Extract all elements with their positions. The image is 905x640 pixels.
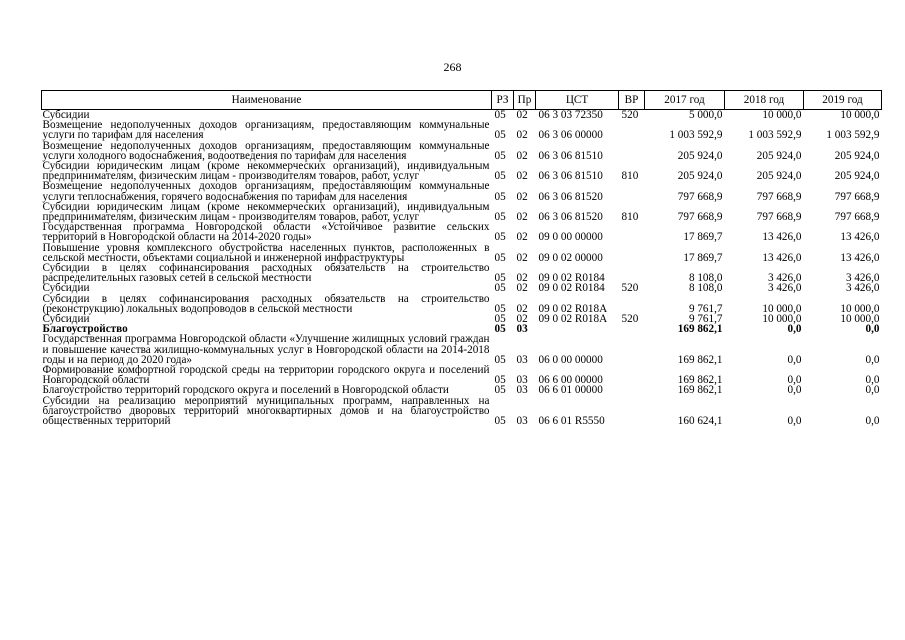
table-row bbox=[42, 141, 882, 161]
cell-2017: 17 869,7 bbox=[683, 231, 723, 244]
cell-2019: 10 000,0 bbox=[840, 302, 880, 315]
cell-pr: 03 bbox=[516, 374, 528, 387]
table-row bbox=[42, 334, 882, 365]
table-row bbox=[42, 243, 882, 263]
cell-cst: 06 6 01 R5550 bbox=[538, 415, 605, 428]
cell-cst: 09 0 02 00000 bbox=[538, 251, 603, 264]
cell-name: Возмещение недополученных доходов организациям, предоставляющим коммунальные услуги по тарифам для населения bbox=[42, 119, 490, 142]
cell-2018: 10 000,0 bbox=[762, 313, 802, 326]
cell-2017: 8 108,0 bbox=[688, 272, 723, 285]
cell-rz: 05 bbox=[494, 272, 506, 285]
cell-cst: 06 6 01 00000 bbox=[538, 384, 603, 397]
cell-2019: 3 426,0 bbox=[845, 282, 880, 295]
cell-2018: 10 000,0 bbox=[762, 302, 802, 315]
cell-2017: 1 003 592,9 bbox=[669, 129, 723, 142]
cell-2019: 0,0 bbox=[865, 323, 880, 336]
cell-vr bbox=[619, 324, 645, 334]
cell-vr bbox=[619, 120, 645, 140]
cell-name: Благоустройство территорий городского округа и поселений в Новгородской области bbox=[42, 384, 449, 397]
cell-name: Субсидии bbox=[42, 282, 90, 295]
table-body bbox=[42, 110, 882, 427]
cell-2018: 0,0 bbox=[787, 323, 802, 336]
cell-vr bbox=[619, 141, 645, 161]
cell-name: Повышение уровня комплексного обустройства населенных пунктов, расположенных в сельской местности, объектами социальной и инженерной инфраструктуры bbox=[42, 241, 490, 264]
cell-2018: 0,0 bbox=[787, 353, 802, 366]
cell-name: Государственная программа Новгородской области «Улучшение жилищных условий граждан и повышение качества жилищно-коммунальных услуг в Новгородской области на 2014-2018 годы и на период до 2020 года» bbox=[42, 333, 490, 366]
cell-vr bbox=[619, 396, 645, 427]
cell-vr bbox=[619, 365, 645, 385]
cell-cst: 06 3 06 81510 bbox=[538, 149, 603, 162]
cell-pr: 02 bbox=[516, 190, 528, 203]
cell-vr bbox=[619, 222, 645, 242]
cell-2019: 10 000,0 bbox=[840, 109, 880, 121]
cell-rz: 05 bbox=[494, 211, 506, 224]
cell-rz: 05 bbox=[494, 353, 506, 366]
cell-2017: 797 668,9 bbox=[677, 190, 723, 203]
cell-cst bbox=[536, 324, 619, 334]
cell-rz: 05 bbox=[494, 129, 506, 142]
cell-name: Субсидии в целях софинансирования расходных обязательств на строительство (реконструкцию) локальных водопроводов в сельской местности bbox=[42, 292, 490, 315]
cell-2018: 3 426,0 bbox=[767, 272, 802, 285]
cell-name: Формирование комфортной городской среды на территории городского округа и поселений Новгородской области bbox=[42, 364, 490, 387]
cell-rz: 05 bbox=[494, 313, 506, 326]
cell-name: Государственная программа Новгородской области «Устойчивое развитие сельских территорий в Новгородской области на 2014-2020 годы» bbox=[42, 221, 490, 244]
cell-2018: 797 668,9 bbox=[756, 211, 802, 224]
cell-name: Возмещение недополученных доходов организациям, предоставляющим коммунальные услуги холодного водоснабжения, водоотведения по тарифам для населения bbox=[42, 139, 490, 162]
cell-rz: 05 bbox=[494, 384, 506, 397]
cell-2018: 3 426,0 bbox=[767, 282, 802, 295]
page-number: 268 bbox=[443, 60, 462, 74]
cell-2019: 797 668,9 bbox=[834, 190, 880, 203]
cell-2018: 0,0 bbox=[787, 374, 802, 387]
cell-cst: 06 3 03 72350 bbox=[538, 109, 603, 121]
cell-rz: 05 bbox=[494, 149, 506, 162]
cell-vr bbox=[619, 385, 645, 395]
cell-pr: 02 bbox=[516, 251, 528, 264]
cell-pr: 02 bbox=[516, 282, 528, 295]
cell-vr bbox=[619, 334, 645, 365]
column-header-rz: РЗ bbox=[492, 91, 514, 110]
table-row bbox=[42, 314, 882, 324]
table-row bbox=[42, 120, 882, 140]
cell-pr: 03 bbox=[516, 415, 528, 428]
cell-name: Субсидии bbox=[42, 313, 90, 326]
cell-2017: 9 761,7 bbox=[688, 302, 723, 315]
cell-cst: 06 3 06 81520 bbox=[538, 190, 603, 203]
cell-rz: 05 bbox=[494, 190, 506, 203]
cell-vr: 520 bbox=[621, 313, 639, 326]
table-row bbox=[42, 263, 882, 283]
header-row bbox=[42, 91, 882, 110]
cell-cst: 09 0 02 R0184 bbox=[538, 272, 605, 285]
cell-rz: 05 bbox=[494, 374, 506, 387]
column-header-pr: Пр bbox=[514, 91, 536, 110]
cell-2017: 205 924,0 bbox=[677, 149, 723, 162]
cell-cst: 06 3 06 81510 bbox=[538, 170, 603, 183]
table-row bbox=[42, 161, 882, 181]
budget-table bbox=[41, 90, 882, 426]
cell-2017: 169 862,1 bbox=[677, 323, 723, 336]
cell-2017: 205 924,0 bbox=[677, 170, 723, 183]
cell-2018: 205 924,0 bbox=[756, 149, 802, 162]
table-row bbox=[42, 202, 882, 222]
cell-pr: 02 bbox=[516, 109, 528, 121]
column-header-vr: ВР bbox=[619, 91, 645, 110]
cell-cst: 06 0 00 00000 bbox=[538, 353, 603, 366]
cell-name: Благоустройство bbox=[42, 323, 128, 336]
cell-cst: 06 3 06 81520 bbox=[538, 211, 603, 224]
cell-vr bbox=[619, 243, 645, 263]
cell-name: Субсидии юридическим лицам (кроме некоммерческих организаций), индивидуальным предпринимателям, физическим лицам - производителям товаров, работ, услуг bbox=[42, 200, 490, 224]
cell-2019: 13 426,0 bbox=[840, 231, 880, 244]
column-header-2017: 2017 год bbox=[645, 91, 725, 110]
cell-2019: 205 924,0 bbox=[834, 149, 880, 162]
cell-2019: 13 426,0 bbox=[840, 251, 880, 264]
cell-2019: 3 426,0 bbox=[845, 272, 880, 285]
cell-pr: 03 bbox=[516, 384, 528, 397]
cell-rz: 05 bbox=[494, 251, 506, 264]
cell-vr: 810 bbox=[621, 211, 639, 224]
cell-cst: 06 3 06 00000 bbox=[538, 129, 603, 142]
cell-rz: 05 bbox=[494, 170, 506, 183]
cell-2017: 5 000,0 bbox=[688, 109, 723, 121]
cell-2019: 0,0 bbox=[865, 384, 880, 397]
table-row bbox=[42, 396, 882, 427]
cell-rz: 05 bbox=[494, 231, 506, 244]
cell-2018: 797 668,9 bbox=[756, 190, 802, 203]
cell-2018: 1 003 592,9 bbox=[748, 129, 802, 142]
cell-name: Субсидии bbox=[42, 109, 90, 121]
cell-2018: 205 924,0 bbox=[756, 170, 802, 183]
cell-2018: 13 426,0 bbox=[762, 251, 802, 264]
cell-2019: 0,0 bbox=[865, 415, 880, 428]
column-header-2019: 2019 год bbox=[804, 91, 882, 110]
cell-2018: 0,0 bbox=[787, 415, 802, 428]
cell-2017: 169 862,1 bbox=[677, 384, 723, 397]
cell-2017: 17 869,7 bbox=[683, 251, 723, 264]
cell-2017: 8 108,0 bbox=[688, 282, 723, 295]
column-header-cst: ЦСТ bbox=[536, 91, 619, 110]
table-row bbox=[42, 294, 882, 314]
cell-pr: 02 bbox=[516, 211, 528, 224]
cell-pr: 02 bbox=[516, 302, 528, 315]
cell-pr: 03 bbox=[516, 353, 528, 366]
cell-rz: 05 bbox=[494, 282, 506, 295]
cell-2019: 797 668,9 bbox=[834, 211, 880, 224]
cell-name: Возмещение недополученных доходов организациям, предоставляющим коммунальные услуги теплоснабжения, горячего водоснабжения по тарифам для населения bbox=[42, 180, 490, 203]
cell-pr: 02 bbox=[516, 272, 528, 285]
cell-2018: 13 426,0 bbox=[762, 231, 802, 244]
cell-pr: 03 bbox=[516, 323, 528, 336]
cell-pr: 02 bbox=[516, 170, 528, 183]
cell-pr: 02 bbox=[516, 149, 528, 162]
cell-rz: 05 bbox=[494, 302, 506, 315]
cell-pr: 02 bbox=[516, 129, 528, 142]
cell-cst: 09 0 02 R018A bbox=[538, 313, 608, 326]
cell-2019: 205 924,0 bbox=[834, 170, 880, 183]
cell-2019: 10 000,0 bbox=[840, 313, 880, 326]
cell-vr: 810 bbox=[621, 170, 639, 183]
cell-name: Субсидии в целях софинансирования расходных обязательств на строительство распределительных газовых сетей в сельской местности bbox=[42, 262, 490, 285]
cell-2018: 10 000,0 bbox=[762, 109, 802, 121]
cell-2019: 1 003 592,9 bbox=[826, 129, 880, 142]
cell-2017: 160 624,1 bbox=[677, 415, 723, 428]
cell-cst: 09 0 02 R0184 bbox=[538, 282, 605, 295]
cell-2018: 0,0 bbox=[787, 384, 802, 397]
cell-2017: 169 862,1 bbox=[677, 374, 723, 387]
table-row bbox=[42, 181, 882, 201]
cell-2017: 797 668,9 bbox=[677, 211, 723, 224]
cell-vr bbox=[619, 294, 645, 314]
table-row bbox=[42, 365, 882, 385]
cell-cst: 09 0 00 00000 bbox=[538, 231, 603, 244]
cell-rz: 05 bbox=[494, 415, 506, 428]
cell-name: Субсидии юридическим лицам (кроме некоммерческих организаций), индивидуальным предпринимателям, физическим лицам - производителям товаров, работ, услуг bbox=[42, 160, 490, 183]
cell-2019: 0,0 bbox=[865, 353, 880, 366]
cell-pr: 02 bbox=[516, 231, 528, 244]
cell-2019: 0,0 bbox=[865, 374, 880, 387]
cell-vr: 520 bbox=[621, 109, 639, 121]
cell-name: Субсидии на реализацию мероприятий муниципальных программ, направленных на благоустройство дворовых территорий многоквартирных домов и на благоустройство общественных территорий bbox=[42, 394, 490, 428]
cell-cst: 09 0 02 R018A bbox=[538, 302, 608, 315]
cell-rz: 05 bbox=[494, 109, 506, 121]
table-row bbox=[42, 222, 882, 242]
cell-vr bbox=[619, 263, 645, 283]
cell-cst: 06 6 00 00000 bbox=[538, 374, 603, 387]
cell-vr: 520 bbox=[621, 282, 639, 295]
column-header-name: Наименование bbox=[42, 91, 492, 110]
cell-vr bbox=[619, 181, 645, 201]
cell-2017: 169 862,1 bbox=[677, 353, 723, 366]
table-header bbox=[42, 91, 882, 110]
cell-2017: 9 761,7 bbox=[688, 313, 723, 326]
column-header-2018: 2018 год bbox=[725, 91, 804, 110]
cell-rz: 05 bbox=[494, 323, 506, 336]
cell-pr: 02 bbox=[516, 313, 528, 326]
